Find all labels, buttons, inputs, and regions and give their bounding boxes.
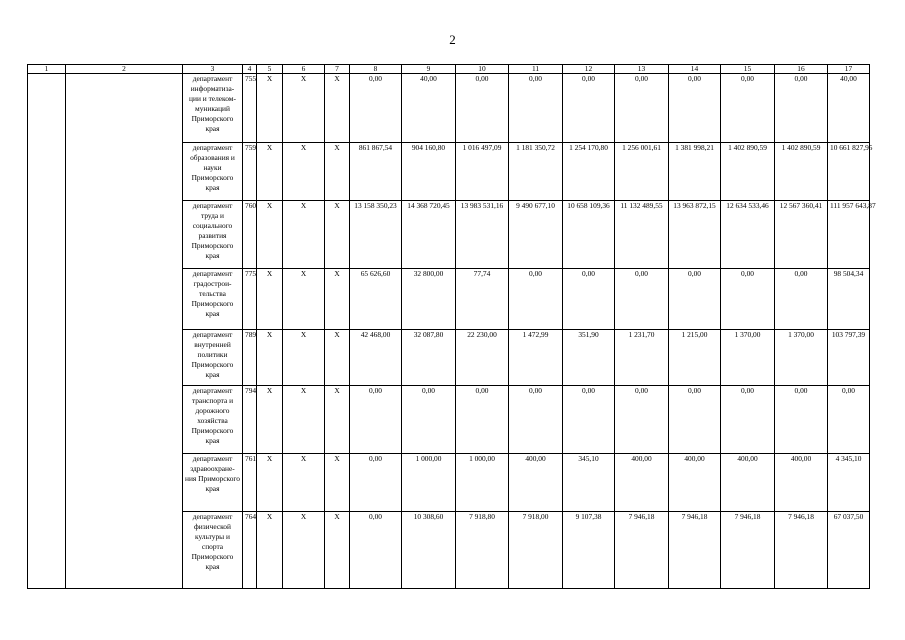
column-header: 10 [456, 65, 509, 74]
x-cell: X [257, 454, 283, 512]
amount-cell: 0,00 [615, 269, 669, 330]
department-name: департамент труда и социального развития Приморского края [183, 201, 243, 269]
empty-cell [28, 74, 66, 589]
amount-cell: 0,00 [350, 512, 402, 589]
amount-cell: 0,00 [563, 74, 615, 143]
column-header: 9 [402, 65, 456, 74]
column-header: 1 [28, 65, 66, 74]
x-cell: X [325, 201, 350, 269]
amount-cell: 1 000,00 [402, 454, 456, 512]
column-header: 13 [615, 65, 669, 74]
department-code: 759 [243, 143, 257, 201]
x-cell: X [325, 74, 350, 143]
amount-cell: 0,00 [721, 74, 775, 143]
amount-cell: 1 254 170,80 [563, 143, 615, 201]
amount-cell: 1 472,99 [509, 330, 563, 386]
amount-cell: 10 658 109,36 [563, 201, 615, 269]
column-header: 16 [775, 65, 828, 74]
x-cell: X [283, 386, 325, 454]
amount-cell: 32 800,00 [402, 269, 456, 330]
amount-cell: 7 946,18 [721, 512, 775, 589]
amount-cell: 1 181 350,72 [509, 143, 563, 201]
column-header: 15 [721, 65, 775, 74]
column-header: 11 [509, 65, 563, 74]
amount-cell: 861 867,54 [350, 143, 402, 201]
amount-cell: 0,00 [669, 269, 721, 330]
x-cell: X [325, 454, 350, 512]
amount-cell: 0,00 [721, 386, 775, 454]
x-cell: X [257, 269, 283, 330]
amount-cell: 111 957 643,87 [828, 201, 870, 269]
amount-cell: 0,00 [456, 74, 509, 143]
amount-cell: 9 107,38 [563, 512, 615, 589]
amount-cell: 0,00 [509, 74, 563, 143]
empty-cell [66, 74, 183, 589]
amount-cell: 1 370,00 [775, 330, 828, 386]
department-code: 764 [243, 512, 257, 589]
column-header: 3 [183, 65, 243, 74]
x-cell: X [283, 201, 325, 269]
column-header: 12 [563, 65, 615, 74]
amount-cell: 0,00 [828, 386, 870, 454]
amount-cell: 1 016 497,09 [456, 143, 509, 201]
x-cell: X [325, 386, 350, 454]
department-code: 755 [243, 74, 257, 143]
amount-cell: 12 567 360,41 [775, 201, 828, 269]
amount-cell: 0,00 [456, 386, 509, 454]
amount-cell: 1 402 890,59 [775, 143, 828, 201]
amount-cell: 9 490 677,10 [509, 201, 563, 269]
x-cell: X [257, 143, 283, 201]
amount-cell: 67 037,50 [828, 512, 870, 589]
x-cell: X [283, 269, 325, 330]
amount-cell: 400,00 [775, 454, 828, 512]
amount-cell: 904 160,80 [402, 143, 456, 201]
budget-table [27, 64, 876, 589]
department-name: департамент здравоохране-ния Приморского края [183, 454, 243, 512]
page-number: 2 [449, 32, 456, 47]
amount-cell: 0,00 [615, 74, 669, 143]
amount-cell: 400,00 [509, 454, 563, 512]
amount-cell: 7 946,18 [615, 512, 669, 589]
amount-cell: 22 230,00 [456, 330, 509, 386]
amount-cell: 1 000,00 [456, 454, 509, 512]
amount-cell: 77,74 [456, 269, 509, 330]
x-cell: X [283, 512, 325, 589]
amount-cell: 0,00 [615, 386, 669, 454]
amount-cell: 1 256 001,61 [615, 143, 669, 201]
amount-cell: 1 231,70 [615, 330, 669, 386]
amount-cell: 1 215,00 [669, 330, 721, 386]
amount-cell: 1 370,00 [721, 330, 775, 386]
x-cell: X [257, 386, 283, 454]
amount-cell: 7 918,80 [456, 512, 509, 589]
department-code: 775 [243, 269, 257, 330]
amount-cell: 1 402 890,59 [721, 143, 775, 201]
department-name: департамент транспорта и дорожного хозяйства Приморского края [183, 386, 243, 454]
amount-cell: 13 983 531,16 [456, 201, 509, 269]
amount-cell: 1 381 998,21 [669, 143, 721, 201]
x-cell: X [283, 143, 325, 201]
amount-cell: 0,00 [775, 269, 828, 330]
amount-cell: 40,00 [402, 74, 456, 143]
amount-cell: 400,00 [669, 454, 721, 512]
amount-cell: 0,00 [775, 386, 828, 454]
amount-cell: 345,10 [563, 454, 615, 512]
amount-cell: 351,90 [563, 330, 615, 386]
amount-cell: 65 626,60 [350, 269, 402, 330]
department-name: департамент образования и науки Приморского края [183, 143, 243, 201]
x-cell: X [325, 330, 350, 386]
column-header: 4 [243, 65, 257, 74]
column-header: 8 [350, 65, 402, 74]
amount-cell: 400,00 [615, 454, 669, 512]
x-cell: X [283, 454, 325, 512]
department-code: 761 [243, 454, 257, 512]
column-header: 6 [283, 65, 325, 74]
amount-cell: 0,00 [350, 74, 402, 143]
department-code: 794 [243, 386, 257, 454]
amount-cell: 13 963 872,15 [669, 201, 721, 269]
department-code: 760 [243, 201, 257, 269]
amount-cell: 0,00 [509, 269, 563, 330]
x-cell: X [283, 74, 325, 143]
amount-cell: 32 087,80 [402, 330, 456, 386]
table-body [28, 74, 876, 589]
amount-cell: 0,00 [563, 386, 615, 454]
department-code: 789 [243, 330, 257, 386]
amount-cell: 0,00 [669, 74, 721, 143]
amount-cell: 7 918,00 [509, 512, 563, 589]
amount-cell: 103 797,39 [828, 330, 870, 386]
x-cell: X [283, 330, 325, 386]
x-cell: X [257, 330, 283, 386]
amount-cell: 4 345,10 [828, 454, 870, 512]
column-header: 2 [66, 65, 183, 74]
x-cell: X [325, 143, 350, 201]
amount-cell: 0,00 [350, 386, 402, 454]
amount-cell: 42 468,00 [350, 330, 402, 386]
amount-cell: 0,00 [721, 269, 775, 330]
amount-cell: 0,00 [775, 74, 828, 143]
amount-cell: 13 158 350,23 [350, 201, 402, 269]
table-row [28, 74, 870, 143]
department-name: департамент внутренней политики Приморского края [183, 330, 243, 386]
amount-cell: 0,00 [402, 386, 456, 454]
department-name: департамент физической культуры и спорта Приморского края [183, 512, 243, 589]
amount-cell: 7 946,18 [669, 512, 721, 589]
x-cell: X [325, 269, 350, 330]
x-cell: X [257, 201, 283, 269]
department-name: департамент информатиза-ции и телеком-муникаций Приморского края [183, 74, 243, 143]
amount-cell: 11 132 489,55 [615, 201, 669, 269]
x-cell: X [325, 512, 350, 589]
column-header: 17 [828, 65, 870, 74]
x-cell: X [257, 74, 283, 143]
amount-cell: 10 661 827,95 [828, 143, 870, 201]
amount-cell: 400,00 [721, 454, 775, 512]
column-header: 7 [325, 65, 350, 74]
column-header: 14 [669, 65, 721, 74]
amount-cell: 14 368 720,45 [402, 201, 456, 269]
department-name: департамент градострои-тельства Приморского края [183, 269, 243, 330]
amount-cell: 10 308,60 [402, 512, 456, 589]
amount-cell: 12 634 533,46 [721, 201, 775, 269]
amount-cell: 0,00 [350, 454, 402, 512]
amount-cell: 0,00 [669, 386, 721, 454]
amount-cell: 0,00 [563, 269, 615, 330]
header-row [28, 65, 870, 74]
amount-cell: 40,00 [828, 74, 870, 143]
amount-cell: 0,00 [509, 386, 563, 454]
x-cell: X [257, 512, 283, 589]
amount-cell: 7 946,18 [775, 512, 828, 589]
column-header: 5 [257, 65, 283, 74]
amount-cell: 98 504,34 [828, 269, 870, 330]
